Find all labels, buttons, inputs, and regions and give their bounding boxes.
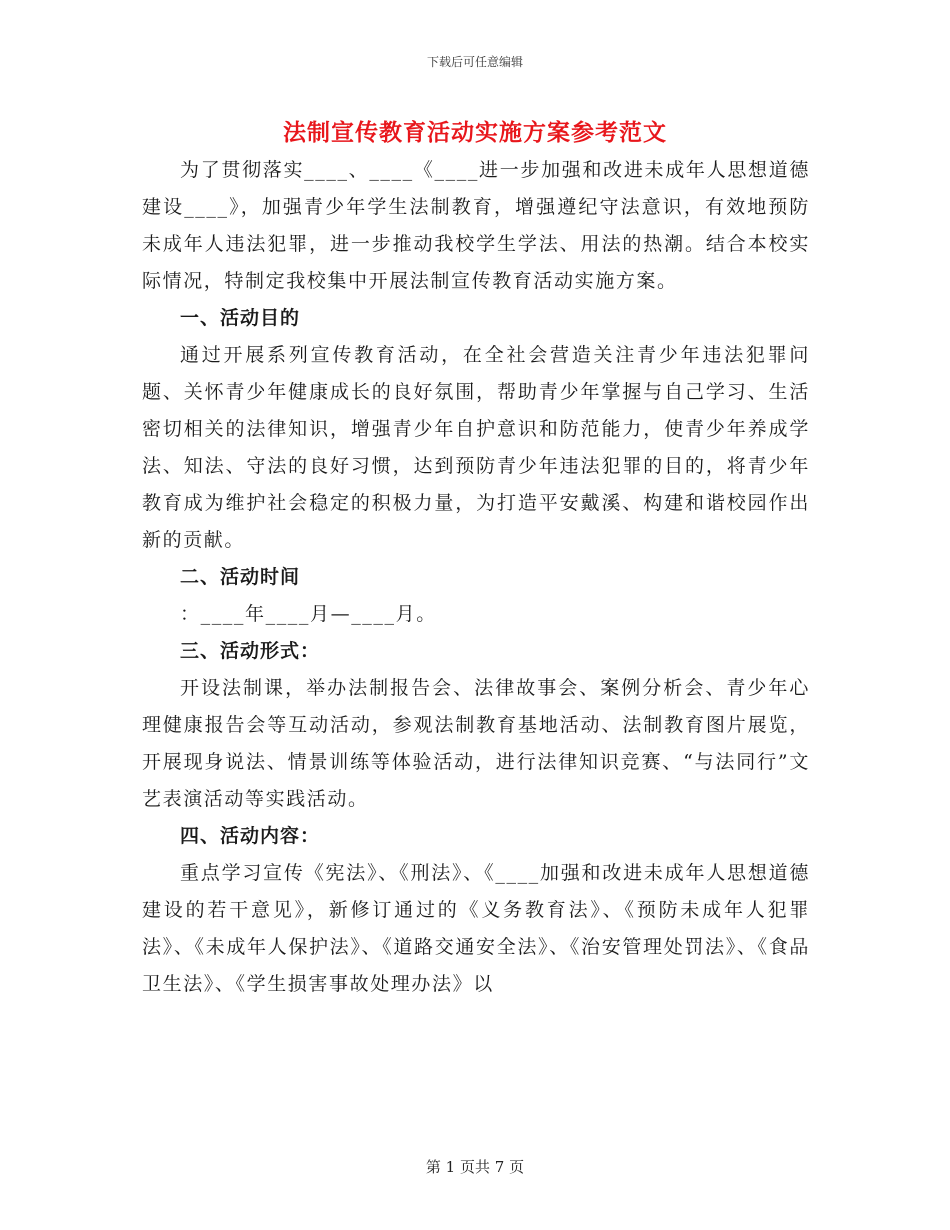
section-heading-purpose: 一、活动目的 [180, 307, 301, 329]
time-paragraph: ：____年____月—____月。 [180, 603, 437, 625]
purpose-paragraph: 通过开展系列宣传教育活动，在全社会营造关注青少年违法犯罪问题、关怀青少年健康成长的良好氛围，帮助青少年掌握与自己学习、生活密切相关的法律知识，增强青少年自护意识和防范能力，使青少年养成学法、知法、守法的良好习惯，达到预防青少年违法犯罪的目的，将青少年教育成为维护社会稳定的积极力量，为打造平安戴溪、构建和谐校园作出新的贡献。 [142, 344, 810, 551]
document-title: 法制宣传教育活动实施方案参考范文 [283, 119, 667, 146]
page-footer: 第 1 页共 7 页 [425, 1158, 525, 1176]
content-paragraph: 重点学习宣传《宪法》、《刑法》、《____加强和改进未成年人思想道德建设的若干意见》，新修订通过的《义务教育法》、《预防未成年人犯罪法》、《未成年人保护法》、《道路交通安全法》、《治安管理处罚法》、《食品卫生法》、《学生损害事故处理办法》以 [142, 862, 810, 995]
intro-paragraph: 为了贯彻落实____、____《____进一步加强和改进未成年人思想道德建设____》，加强青少年学生法制教育，增强遵纪守法意识，有效地预防未成年人违法犯罪，进一步推动我校学生学法、用法的热潮。结合本校实际情况，特制定我校集中开展法制宣传教育活动实施方案。 [142, 159, 810, 292]
document-body [142, 152, 810, 1003]
section-heading-content: 四、活动内容： [180, 825, 321, 847]
form-paragraph: 开设法制课，举办法制报告会、法律故事会、案例分析会、青少年心理健康报告会等互动活动，参观法制教育基地活动、法制教育图片展览，开展现身说法、情景训练等体验活动，进行法律知识竞赛、“与法同行”文艺表演活动等实践活动。 [142, 677, 810, 810]
header-note: 下载后可任意编辑 [426, 55, 523, 69]
section-heading-form: 三、活动形式： [180, 640, 321, 662]
section-heading-time: 二、活动时间 [180, 566, 301, 588]
